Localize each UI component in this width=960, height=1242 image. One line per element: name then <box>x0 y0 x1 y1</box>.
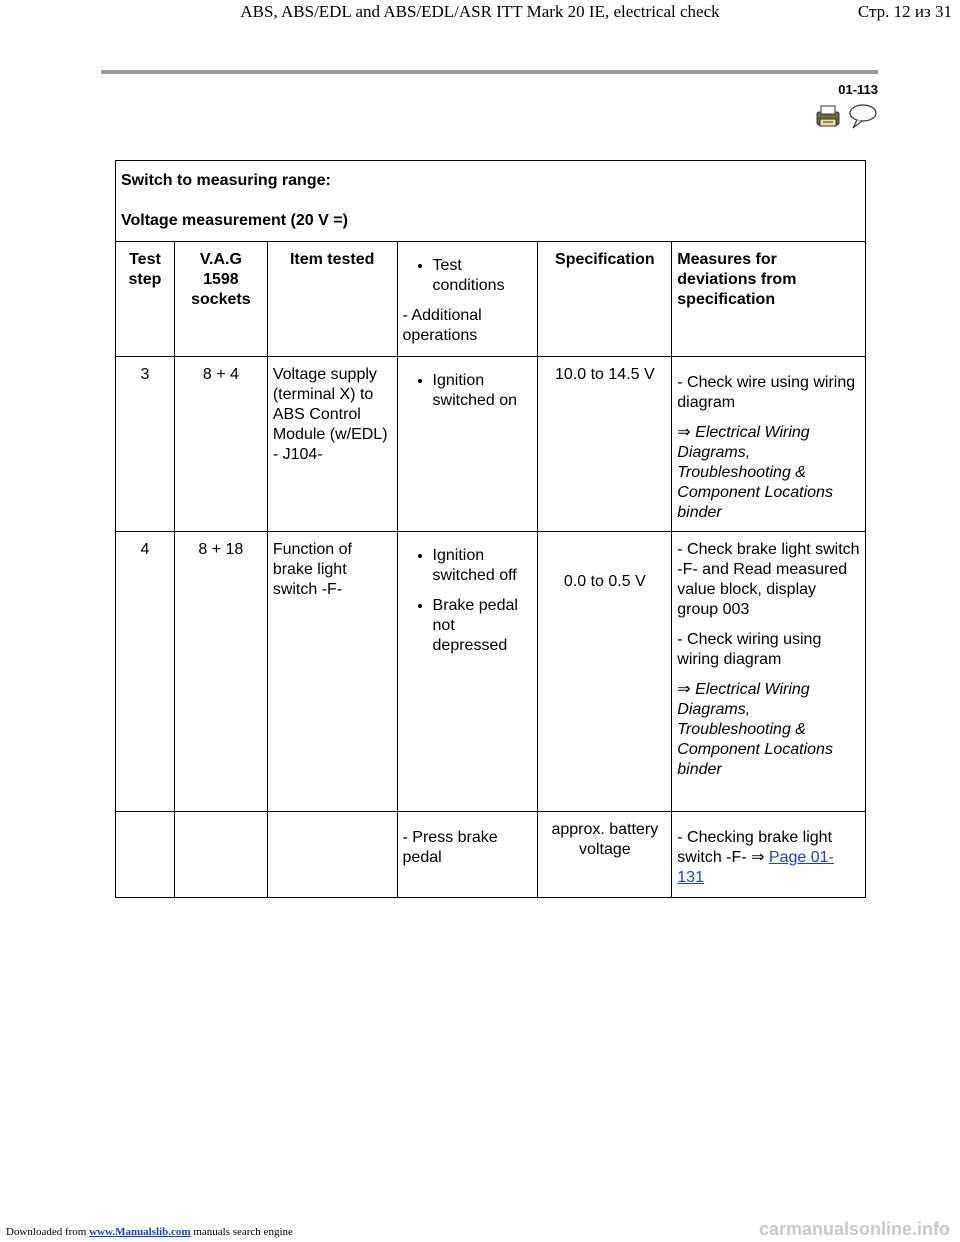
row-step: 4 <box>116 532 175 812</box>
printer-icon[interactable] <box>817 106 839 126</box>
table-row <box>116 532 866 812</box>
measure-text: - Check wiring using wiring diagram <box>677 631 822 668</box>
measuring-range-label: Switch to measuring range: <box>121 172 331 189</box>
reference-text: Electrical Wiring Diagrams, Troubleshooting & Component Locations binder <box>677 424 833 521</box>
reference-text: Electrical Wiring Diagrams, Troubleshooting & Component Locations binder <box>677 681 833 778</box>
row-item: Function of brake light switch -F- <box>267 532 397 812</box>
toolbar-icons <box>815 103 879 129</box>
row-measures <box>672 532 866 812</box>
row-spec: 0.0 to 0.5 V <box>538 532 672 812</box>
header-rule <box>101 70 878 74</box>
footer-prefix: Downloaded from <box>6 1226 87 1238</box>
table-row <box>116 357 866 532</box>
condition-item: • Brake pedal not depressed <box>433 596 533 656</box>
row-step <box>116 812 175 898</box>
column-header-row <box>116 242 866 357</box>
arrow-icon: ⇒ <box>677 681 691 698</box>
voltage-measurement-label: Voltage measurement (20 V =) <box>121 212 348 229</box>
arrow-icon: ⇒ <box>751 849 765 866</box>
measure-reference <box>677 680 860 780</box>
col-conditions <box>397 242 538 357</box>
row-item: Voltage supply (terminal X) to ABS Control Module (w/EDL) - J104- <box>267 357 397 532</box>
page-counter: Стр. 12 из 31 <box>857 2 952 21</box>
condition-item: • Ignition switched off <box>433 546 533 586</box>
row-step: 3 <box>116 357 175 532</box>
col-specification: Specification <box>538 242 672 357</box>
footer-link[interactable]: www.Manualslib.com <box>89 1226 191 1238</box>
document-title: ABS, ABS/EDL and ABS/EDL/ASR ITT Mark 20 IE, electrical check <box>240 2 720 21</box>
table-intro-row <box>116 161 866 242</box>
row-sockets: 8 + 18 <box>174 532 267 812</box>
page-link[interactable]: Page 01-131 <box>677 849 834 886</box>
footer <box>6 1226 293 1238</box>
page-number: 01-113 <box>838 82 878 97</box>
measure-reference <box>677 423 860 523</box>
row-sockets: 8 + 4 <box>174 357 267 532</box>
row-item <box>267 812 397 898</box>
table-row <box>116 812 866 898</box>
col-vag-sockets: V.A.G 1598 sockets <box>174 242 267 357</box>
measurement-table <box>115 160 866 898</box>
col-measures: Measures for deviations from specification <box>672 242 866 357</box>
arrow-icon: ⇒ <box>677 424 691 441</box>
table-intro <box>116 161 866 242</box>
row-conditions <box>397 812 538 898</box>
comment-bubble-icon[interactable] <box>850 105 876 128</box>
row-measures <box>672 357 866 532</box>
row-conditions <box>397 532 538 812</box>
watermark: carmanualsonline.info <box>758 1219 950 1239</box>
col-test-step: Test step <box>116 242 175 357</box>
row-conditions <box>397 357 538 532</box>
conditions-bullet: • Test conditions <box>433 256 533 296</box>
footer-suffix: manuals search engine <box>193 1226 293 1238</box>
extra-operation: - Press brake pedal <box>402 829 498 866</box>
measure-text: - Check brake light switch -F- and Read measured value block, display group 003 <box>677 541 860 618</box>
row-sockets <box>174 812 267 898</box>
additional-ops-label: - Additional operations <box>402 307 482 344</box>
measure-text: - Check wire using wiring diagram <box>677 374 856 411</box>
row-measures <box>672 812 866 898</box>
condition-item: • Ignition switched on <box>433 371 533 411</box>
col-item-tested: Item tested <box>267 242 397 357</box>
row-spec: 10.0 to 14.5 V <box>538 357 672 532</box>
row-spec: approx. battery voltage <box>538 812 672 898</box>
measure-text: - Checking brake light switch -F- ⇒ Page 01-131 <box>677 829 834 886</box>
